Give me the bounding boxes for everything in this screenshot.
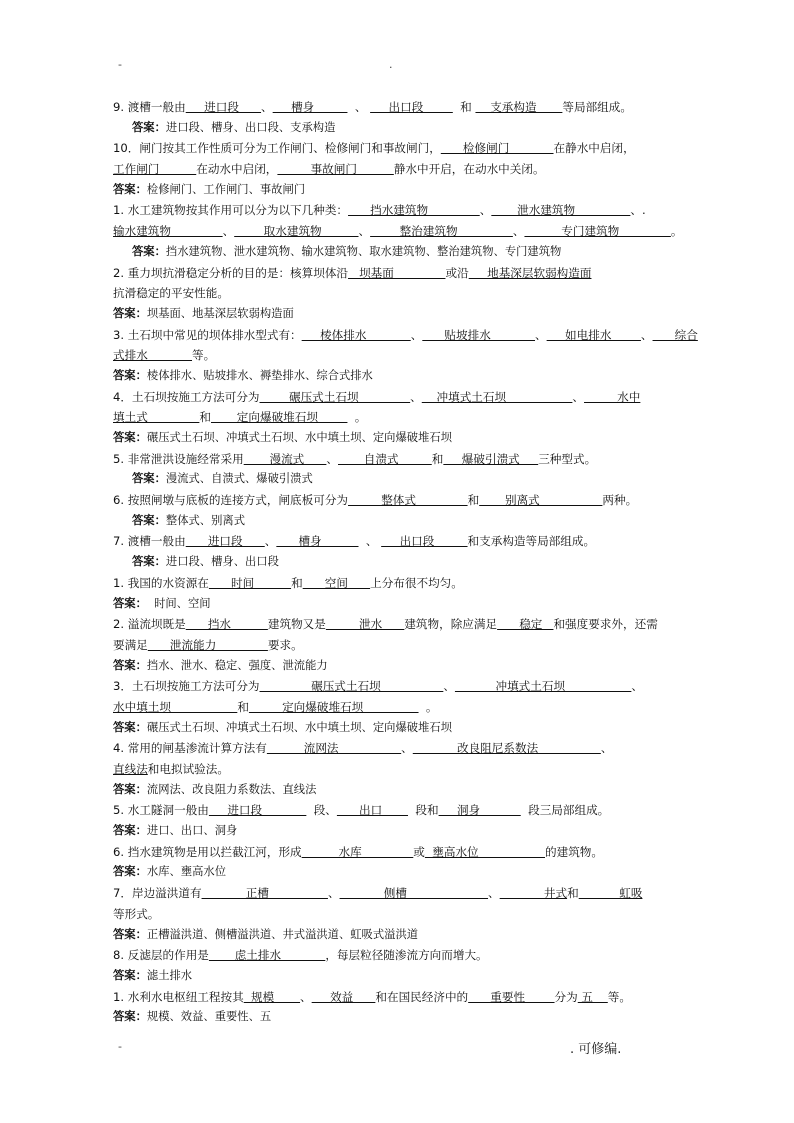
- question-line: [113, 697, 693, 718]
- question-text: 。: [670, 224, 683, 239]
- question-text: 、: [631, 679, 643, 694]
- answer-line: [113, 966, 693, 987]
- question-line: [113, 759, 693, 780]
- fill-blank-answer: 虹吸: [578, 886, 643, 901]
- question-text: 6. 按照闸墩与底板的连接方式，闸底板可分为: [113, 493, 349, 508]
- answer-line: [113, 180, 693, 201]
- fill-blank-answer: 水库: [301, 844, 414, 859]
- fill-blank-answer: 如电排水: [546, 327, 641, 342]
- question-text: 5. 水工隧洞一般由: [113, 803, 209, 818]
- question-text: 、: [264, 534, 277, 549]
- answer-label: 答案：: [113, 865, 147, 879]
- question-text: 、: [401, 741, 413, 756]
- fill-blank-answer: 虑土排水: [208, 948, 326, 963]
- answer-label: 答案：: [113, 368, 147, 382]
- fill-blank-answer: 定向爆破堆石坝: [248, 699, 419, 714]
- fill-blank-answer: 整治建筑物: [370, 224, 513, 239]
- answer-label: 答案：: [113, 182, 147, 196]
- question-text: 三种型式。: [538, 451, 597, 466]
- answer-line: [113, 925, 693, 946]
- question-text: 、: [327, 886, 340, 901]
- question-text: 分为: [554, 989, 578, 1004]
- question-line: [113, 904, 693, 925]
- question-text: 3．土石坝按施工方法可分为: [113, 679, 260, 694]
- question-text: 、: [300, 989, 312, 1004]
- fill-blank-answer: 定向爆破堆石坝: [211, 410, 348, 425]
- answer-line: [113, 780, 693, 801]
- question-text: 9. 渡槽一般由: [113, 100, 186, 114]
- question-text: 建筑物又是: [267, 617, 326, 632]
- fill-blank-answer: 式排水: [113, 348, 193, 363]
- fill-blank-answer: 坝基面: [348, 265, 446, 280]
- question-text: 抗滑稳定的平安性能。: [113, 286, 229, 301]
- question-text: 7．岸边溢洪道有: [113, 886, 202, 901]
- answer-label: 答案：: [113, 927, 147, 941]
- fill-blank-answer: 取水建筑物: [234, 224, 359, 239]
- footer-note: . 可修编.: [570, 1042, 622, 1057]
- question-text: 1. 我国的水资源在: [113, 575, 209, 590]
- question-text: 和: [237, 699, 249, 714]
- fill-blank-answer: 井式: [499, 886, 568, 901]
- question-text: 、: [640, 327, 653, 342]
- footer-left-mark: -: [118, 1040, 122, 1053]
- fill-blank-answer: 槽身: [272, 100, 348, 114]
- question-text: 坝基面、地基深层软弱构造面: [146, 306, 294, 320]
- answer-line: [113, 428, 693, 449]
- fill-blank-answer: 流网法: [266, 741, 402, 756]
- answer-label: 答案：: [113, 782, 147, 796]
- question-line: [113, 138, 693, 159]
- question-text: 挡水建筑物、泄水建筑物、输水建筑物、取水建筑物、整治建筑物、专门建筑物: [165, 244, 562, 258]
- question-text: 进口段、槽身、出口段: [165, 555, 279, 569]
- question-text: 要求。: [267, 637, 303, 652]
- question-text: 碾压式土石坝、冲填式土石坝、水中填土坝、定向爆破堆石坝: [146, 431, 452, 444]
- question-text: 和电拟试验法。: [147, 762, 229, 776]
- question-text: 段三局部组成。: [520, 803, 610, 818]
- question-text: 2. 重力坝抗滑稳定分析的目的是：核算坝体沿: [113, 265, 349, 280]
- question-text: 等。: [607, 989, 631, 1004]
- question-text: 等。: [192, 348, 216, 363]
- question-text: 进口段、槽身、出口段、支承构造: [165, 120, 336, 134]
- question-text: 3. 土石坝中常见的坝体排水型式有：: [113, 327, 302, 342]
- question-text: 和支承构造等局部组成。: [467, 534, 596, 549]
- question-text: 两种。: [602, 493, 638, 508]
- question-text: 1. 水工建筑物按其作用可以分为以下几种类：: [113, 203, 349, 218]
- question-text: 、: [326, 451, 338, 466]
- question-text: 6. 挡水建筑物是用以拦截江河，形成: [113, 844, 302, 859]
- fill-blank-answer: 自溃式: [338, 451, 432, 466]
- fill-blank-answer: 碾压式土石坝: [259, 679, 444, 694]
- answer-line: [113, 469, 693, 490]
- question-text: 正槽溢洪道、侧槽溢洪道、井式溢洪道、虹吸式溢洪道: [146, 927, 419, 941]
- answer-label: 答案：: [113, 306, 147, 320]
- header-left-mark: -: [118, 58, 122, 71]
- fill-blank-answer: 事故闸门: [277, 162, 394, 177]
- question-text: 等局部组成。: [562, 100, 632, 114]
- question-line: [113, 987, 693, 1008]
- question-line: [113, 800, 693, 821]
- question-text: 和: [291, 575, 303, 590]
- answer-label: 答案：: [113, 431, 147, 444]
- question-text: 、: [347, 100, 371, 114]
- answer-line: [113, 656, 693, 677]
- question-text: 4. 常用的闸基渗流计算方法有: [113, 741, 267, 756]
- question-text: 和: [199, 410, 211, 425]
- question-text: 要满足: [113, 637, 148, 652]
- fill-blank-answer: 爆破引溃式: [443, 451, 539, 466]
- fill-blank-answer: 泄水: [325, 617, 405, 632]
- answer-line: [113, 552, 693, 573]
- question-line: [113, 635, 693, 656]
- fill-blank-answer: 重要性: [468, 989, 555, 1004]
- question-line: [113, 407, 693, 428]
- question-text: 、: [600, 741, 613, 756]
- question-text: 碾压式土石坝、冲填式土石坝、水中填土坝、定向爆破堆石坝: [146, 720, 452, 734]
- question-line: [113, 97, 693, 118]
- question-text: ，每层粒径随渗流方向而增大。: [325, 948, 488, 963]
- fill-blank-answer: 壅高水位: [424, 844, 545, 859]
- question-text: 、: [535, 327, 547, 342]
- fill-blank-answer: 槽身: [276, 534, 359, 549]
- question-line: [113, 325, 698, 346]
- question-line: [113, 842, 693, 863]
- question-text: 8. 反滤层的作用是: [113, 948, 209, 963]
- question-text: 或: [413, 844, 425, 859]
- answer-label: 答案：: [132, 472, 166, 486]
- question-line: [113, 531, 693, 552]
- question-text: 段、: [306, 803, 337, 818]
- question-line: [113, 490, 693, 511]
- question-text: 10．闸门按其工作性质可分为工作闸门、检修闸门和事故闸门，: [113, 141, 441, 156]
- question-text: 、: [261, 100, 273, 114]
- header-right-mark: .: [389, 58, 393, 71]
- question-text: 的建筑物。: [545, 844, 603, 859]
- fill-blank-answer: 冲填式土石坝: [454, 679, 632, 694]
- question-text: 4．土石坝按施工方法可分为: [113, 389, 260, 404]
- fill-blank-answer: 改良阻尼系数法: [412, 741, 601, 756]
- answer-label: 答案：: [132, 555, 166, 569]
- answer-label: 答案：: [132, 120, 166, 134]
- fill-blank-answer: 挡水建筑物: [348, 203, 480, 218]
- question-line: [113, 200, 693, 221]
- question-text: 棱体排水、贴坡排水、褥垫排水、综合式排水: [146, 368, 373, 382]
- question-text: 、.: [630, 203, 646, 218]
- question-line: [113, 159, 693, 180]
- fill-blank-answer: 冲填式土石坝: [421, 389, 573, 404]
- question-text: 、: [410, 327, 423, 342]
- question-line: [113, 221, 693, 242]
- question-text: 。: [418, 699, 438, 714]
- question-line: [113, 573, 693, 594]
- question-text: 、: [488, 886, 500, 901]
- question-text: 和在国民经济中的: [375, 989, 469, 1004]
- fill-blank-answer: 漫流式: [243, 451, 327, 466]
- question-text: 建筑物，除应满足: [404, 617, 498, 632]
- fill-blank-answer: 规模: [243, 989, 301, 1004]
- fill-blank-answer: 洞身: [438, 803, 521, 818]
- fill-blank-answer: 稳定: [497, 617, 554, 632]
- question-text: 、: [443, 679, 455, 694]
- fill-blank-answer: 输水建筑物: [113, 224, 223, 239]
- question-line: [113, 387, 693, 408]
- fill-blank-answer: 水中: [584, 389, 641, 404]
- answer-line: [113, 511, 693, 532]
- answer-line: [113, 118, 693, 139]
- question-text: 等形式。: [113, 906, 160, 921]
- question-line: [113, 945, 693, 966]
- question-text: 规模、效益、重要性、五: [146, 1010, 272, 1024]
- fill-blank-answer: 进口段: [185, 100, 262, 114]
- question-text: 、: [572, 389, 585, 404]
- question-line: [113, 449, 693, 470]
- question-text: 和: [431, 451, 444, 466]
- fill-blank-answer: 时间: [208, 575, 292, 590]
- question-line: [113, 738, 693, 759]
- fill-blank-answer: 进口段: [185, 534, 265, 549]
- question-text: 水库、壅高水位: [146, 865, 226, 879]
- fill-blank-answer: 泄水建筑物: [491, 203, 631, 218]
- question-line: [113, 883, 693, 904]
- question-text: 、: [479, 203, 492, 218]
- question-text: 流网法、改良阻力系数法、直线法: [146, 782, 317, 796]
- question-text: 5. 非常泄洪设施经常采用: [113, 451, 244, 466]
- fill-blank-answer: 空间: [302, 575, 371, 590]
- fill-blank-answer: 进口段: [208, 803, 307, 818]
- fill-blank-answer: 综合: [652, 327, 698, 342]
- fill-blank-answer: 五: [577, 989, 608, 1004]
- fill-blank-answer: 检修闸门: [440, 141, 554, 156]
- question-text: 段和: [408, 803, 439, 818]
- fill-blank-answer: 碾压式土石坝: [259, 389, 411, 404]
- answer-label: 答案：: [113, 1010, 147, 1024]
- fill-blank-answer: 棱体排水: [301, 327, 411, 342]
- fill-blank-answer: 贴坡排水: [422, 327, 536, 342]
- fill-blank-answer: 泄流能力: [147, 637, 268, 652]
- question-text: 上分布很不均匀。: [370, 575, 463, 590]
- question-text: 时间、空间: [146, 596, 211, 610]
- question-line: [113, 345, 693, 366]
- question-text: 在静水中启闭，: [553, 141, 635, 156]
- fill-blank-answer: 出口段: [370, 100, 453, 114]
- answer-label: 答案：: [113, 658, 147, 672]
- question-text: 或沿: [445, 265, 469, 280]
- fill-blank-answer: 出口段: [381, 534, 468, 549]
- answer-line: [113, 718, 693, 739]
- question-line: [113, 676, 693, 697]
- answer-line: [113, 242, 693, 263]
- question-line: [113, 283, 693, 304]
- question-text: 整体式、别离式: [165, 513, 245, 527]
- question-text: 和强度要求外，还需: [553, 617, 658, 632]
- question-text: 漫流式、自溃式、爆破引溃式: [165, 472, 313, 486]
- fill-blank-answer: 支承构造: [475, 100, 563, 114]
- fill-blank-answer: 直线法: [113, 762, 148, 776]
- question-text: 进口、出口、洞身: [146, 824, 238, 838]
- question-text: 7. 渡槽一般由: [113, 534, 186, 549]
- question-text: 和: [452, 100, 476, 114]
- answer-line: [113, 304, 693, 325]
- fill-blank-answer: 侧槽: [339, 886, 489, 901]
- fill-blank-answer: 工作闸门: [113, 162, 197, 177]
- question-text: 、: [512, 224, 525, 239]
- fill-blank-answer: 整体式: [348, 493, 468, 508]
- answer-line: [113, 594, 693, 615]
- question-text: 。: [347, 410, 367, 425]
- answer-label: 答案：: [113, 968, 147, 982]
- question-text: 、: [410, 389, 422, 404]
- question-text: 2. 溢流坝既是: [113, 617, 186, 632]
- answer-line: [113, 862, 693, 883]
- fill-blank-answer: 别离式: [479, 493, 603, 508]
- question-text: 、: [358, 224, 371, 239]
- document-body: [113, 97, 698, 1028]
- question-text: 挡水、泄水、稳定、强度、泄流能力: [146, 658, 328, 672]
- question-line: [113, 263, 693, 284]
- answer-label: 答案：: [113, 596, 147, 610]
- question-text: 和: [567, 886, 579, 901]
- fill-blank-answer: 填土式: [113, 410, 200, 425]
- question-text: 、: [222, 224, 235, 239]
- question-text: 、: [358, 534, 382, 549]
- answer-label: 答案：: [132, 513, 166, 527]
- question-text: 和: [467, 493, 480, 508]
- question-text: 检修闸门、工作闸门、事故闸门: [146, 182, 306, 196]
- question-line: [113, 614, 693, 635]
- question-text: 在动水中启闭，: [196, 162, 278, 177]
- answer-label: 答案：: [132, 244, 166, 258]
- fill-blank-answer: 出口: [336, 803, 409, 818]
- fill-blank-answer: 正槽: [201, 886, 328, 901]
- fill-blank-answer: 水中填土坝: [113, 699, 238, 714]
- answer-label: 答案：: [113, 824, 147, 838]
- answer-line: [113, 1007, 693, 1028]
- question-text: 静水中开启，在动水中关闭。: [393, 162, 545, 177]
- fill-blank-answer: 专门建筑物: [524, 224, 671, 239]
- fill-blank-answer: 地基深层软弱构造面: [468, 265, 592, 280]
- answer-line: [113, 821, 693, 842]
- question-text: 1. 水利水电枢纽工程按其: [113, 989, 244, 1004]
- question-text: 滤土排水: [146, 968, 193, 982]
- answer-line: [113, 366, 693, 387]
- answer-label: 答案：: [113, 720, 147, 734]
- fill-blank-answer: 挡水: [185, 617, 268, 632]
- fill-blank-answer: 效益: [311, 989, 376, 1004]
